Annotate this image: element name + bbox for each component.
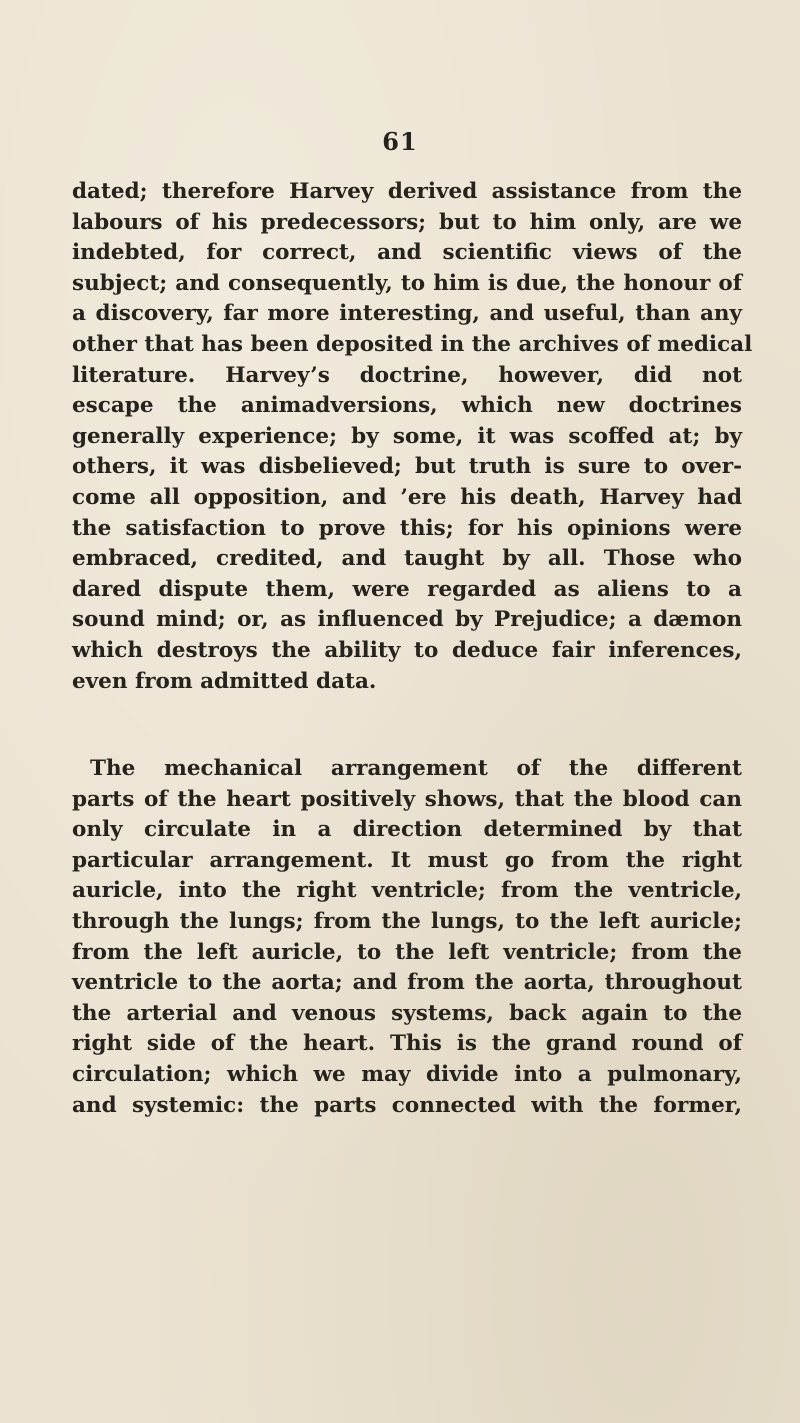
text-line: come all opposition, and ’ere his death, Harvey had bbox=[72, 484, 742, 510]
text-line: labours of his predecessors; but to him only, are we bbox=[72, 209, 742, 235]
text-line: through the lungs; from the lungs, to the left auricle; bbox=[72, 909, 742, 935]
text-line: parts of the heart positively shows, that the blood can bbox=[72, 786, 742, 812]
text-line: only circulate in a direction determined by that bbox=[72, 817, 742, 843]
text-line: from the left auricle, to the left ventricle; from the bbox=[72, 939, 742, 965]
text-line: even from admitted data. bbox=[72, 668, 377, 694]
text-line: indebted, for correct, and scientific views of the bbox=[72, 240, 742, 266]
text-line: The mechanical arrangement of the different bbox=[90, 756, 742, 782]
text-line: other that has been deposited in the archives of medical bbox=[72, 331, 753, 357]
text-line: others, it was disbelieved; but truth is sure to over- bbox=[72, 454, 742, 480]
text-line: literature. Harvey’s doctrine, however, did not bbox=[72, 362, 742, 388]
text-line: auricle, into the right ventricle; from the ventricle, bbox=[72, 878, 742, 904]
text-line: and systemic: the parts connected with the former, bbox=[72, 1092, 742, 1118]
text-line: sound mind; or, as influenced by Prejudice; a dæmon bbox=[72, 607, 742, 633]
paragraph-1 bbox=[72, 177, 753, 697]
text-line: the satisfaction to prove this; for his opinions were bbox=[72, 515, 742, 541]
text-line: right side of the heart. This is the grand round of bbox=[72, 1031, 742, 1057]
text-line: a discovery, far more interesting, and useful, than any bbox=[72, 301, 742, 327]
text-line: particular arrangement. It must go from the right bbox=[72, 847, 742, 873]
text-line: dated; therefore Harvey derived assistance from the bbox=[72, 179, 742, 204]
text-line: which destroys the ability to deduce fair inferences, bbox=[72, 637, 742, 663]
paragraph-2 bbox=[72, 754, 742, 1121]
text-line: escape the animadversions, which new doctrines bbox=[72, 393, 742, 419]
text-line: generally experience; by some, it was scoffed at; by bbox=[72, 423, 742, 449]
paragraph-gap bbox=[72, 697, 742, 754]
body-text bbox=[72, 177, 753, 1121]
page-number: 61 bbox=[382, 127, 418, 156]
text-line: embraced, credited, and taught by all. Those who bbox=[72, 546, 742, 572]
text-line: the arterial and venous systems, back again to the bbox=[72, 1000, 742, 1026]
text-line: subject; and consequently, to him is due, the honour of bbox=[72, 270, 742, 296]
text-line: dared dispute them, were regarded as aliens to a bbox=[72, 576, 742, 602]
text-line: circulation; which we may divide into a pulmonary, bbox=[72, 1062, 742, 1088]
text-line: ventricle to the aorta; and from the aorta, throughout bbox=[72, 970, 742, 996]
